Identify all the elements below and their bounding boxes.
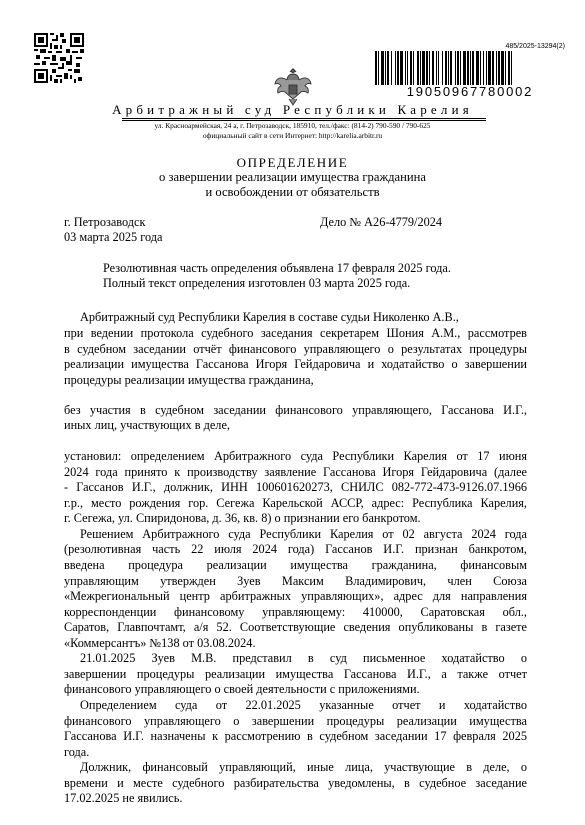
body-text-line: завершении процедуры реализации имущества Гассанова И.Г., а также отчет — [64, 667, 527, 681]
barcode-bar — [442, 51, 443, 85]
body-text-line: времени и месте судебного разбирательства уведомлены, в судебное заседание — [64, 776, 527, 790]
body-text-line: реализации имущества Гассанова Игоря Гейдаровича и ходатайство о завершении — [64, 357, 527, 371]
barcode-bar — [511, 51, 512, 85]
body-text-line: процедуры реализации имущества гражданина, — [64, 373, 314, 387]
barcode — [374, 51, 566, 85]
court-name: Арбитражный суд Республики Карелия — [112, 102, 473, 117]
body-text-line: корреспонденции финансовому управляющему: 410000, Саратовская обл., — [64, 605, 527, 619]
body-text-line: «Коммерсантъ» №138 от 03.08.2024. — [64, 636, 256, 650]
case-number: Дело № А26-4779/2024 — [320, 215, 443, 229]
body-text-line: финансового управляющего о завершении процедуры реализации имущества — [64, 714, 527, 728]
body-text-line: Гассанова И.Г. назначены к рассмотрению в судебном заседании 17 февраля 2025 — [64, 729, 527, 743]
barcode-bar — [496, 51, 497, 85]
barcode-bar — [378, 51, 379, 85]
body-text-line: введена процедура реализации имущества гражданина, финансовым — [64, 558, 527, 572]
body-text-line: в судебном заседании отчёт финансового управляющего о результатах процедуры — [64, 342, 527, 356]
barcode-bar — [400, 51, 403, 85]
body-text-line: - Гассанов И.Г., должник, ИНН 100601620273, СНИЛС 082-772-473-9126.07.1966 — [64, 480, 527, 494]
body-text-line: финансового управляющего о своей деятельности с приложениями. — [64, 682, 420, 696]
barcode-bar — [501, 51, 504, 85]
body-text-line: при ведении протокола судебного заседания секретарем Шония А.М., рассмотрев — [64, 326, 527, 340]
barcode-bar — [420, 51, 421, 85]
body-text-line: Определением суда от 22.01.2025 указанные отчет и ходатайство — [80, 698, 527, 712]
body-text-line: 17.02.2025 не явились. — [64, 791, 183, 805]
barcode-bar — [417, 51, 419, 85]
barcode-bar — [467, 51, 469, 85]
barcode-bar — [387, 51, 389, 85]
barcode-bar — [436, 51, 437, 85]
barcode-bar — [448, 51, 449, 85]
barcode-bar — [385, 51, 386, 85]
barcode-bar — [426, 51, 428, 85]
barcode-bar — [470, 51, 471, 85]
announcement-line: Резолютивная часть определения объявлена 17 февраля 2025 года. — [103, 261, 451, 275]
case-reference: 485/2025-13294(2) — [505, 43, 565, 50]
barcode-bar — [432, 51, 434, 85]
barcode-bar — [508, 51, 510, 85]
body-text-line: иных лиц, участвующих в деле, — [64, 418, 230, 432]
document-date: 03 марта 2025 года — [64, 230, 163, 244]
barcode-bar — [476, 51, 479, 85]
body-text-line: (резолютивная часть 22 июля 2024 года) Гассанов И.Г. признан банкротом, — [64, 542, 527, 556]
body-text-line: 21.01.2025 Зуев М.В. представил в суд письменное ходатайство о — [80, 651, 527, 665]
barcode-bar — [492, 51, 494, 85]
document-city: г. Петрозаводск — [64, 215, 146, 229]
body-text-line: управляющим утвержден Зуев Максим Владимирович, член Союза — [64, 574, 527, 588]
barcode-bar — [505, 51, 506, 85]
barcode-bar — [450, 51, 452, 85]
body-text-line: Должник, финансовый управляющий, иные лица, участвующие в деле, о — [80, 760, 527, 774]
body-text-line: «Межрегиональный центр арбитражных управляющих», адрес для направления — [64, 589, 527, 603]
document-title: ОПРЕДЕЛЕНИЕ — [236, 155, 349, 170]
body-text-line: установил: определением Арбитражного суда Республики Карелия от 17 июня — [64, 449, 527, 463]
barcode-bar — [429, 51, 430, 85]
qr-code — [34, 33, 84, 83]
body-text-line: г.р., место рождения гор. Сегежа Карельской АССР, адрес: Республика Карелия, — [64, 496, 527, 510]
barcode-bar — [381, 51, 384, 85]
barcode-bar — [457, 51, 459, 85]
body-text-line: без участия в судебном заседании финансового управляющего, Гассанова И.Г., — [64, 403, 527, 417]
barcode-bar — [395, 51, 396, 85]
barcode-bar — [472, 51, 474, 85]
body-text-line: года. — [64, 745, 90, 759]
barcode-bar — [422, 51, 425, 85]
body-text-line: Саратов, Главпочтамт, а/я 52. Соответствующие сведения опубликованы в газете — [64, 620, 527, 634]
barcode-bar — [407, 51, 408, 85]
barcode-bar — [488, 51, 491, 85]
barcode-bar — [463, 51, 466, 85]
document-subtitle-line2: и освобождении от обязательств — [205, 185, 380, 199]
barcode-bar — [397, 51, 399, 85]
court-address: ул. Красноармейская, 24 а, г. Петрозаводск, 185910, тел./факс: (814-2) 790-590 / 790-625 — [154, 121, 431, 130]
court-website: официальный сайт в сети Интернет: http://karelia.arbitr.ru — [202, 131, 383, 140]
barcode-bar — [460, 51, 461, 85]
barcode-bar — [455, 51, 456, 85]
barcode-bar — [438, 51, 439, 85]
barcode-bar — [445, 51, 447, 85]
body-text-line: Решением Арбитражного суда Республики Карелия от 02 августа 2024 года — [80, 527, 527, 541]
barcode-bar — [375, 51, 377, 85]
body-text-line: г. Сегежа, ул. Спиридонова, д. 36, кв. 8) о признании его банкротом. — [64, 511, 421, 525]
announcement-line: Полный текст определения изготовлен 03 марта 2025 года. — [103, 276, 411, 290]
document-subtitle-line1: о завершении реализации имущества гражданина — [159, 170, 426, 184]
barcode-bar — [498, 51, 500, 85]
barcode-bar — [486, 51, 487, 85]
barcode-bar — [483, 51, 484, 85]
barcode-bar — [480, 51, 481, 85]
body-text-line: 2024 года принято к производству заявление Гассанова Игоря Гейдаровича (далее — [64, 465, 527, 479]
barcode-number: 19050967780002 — [406, 84, 534, 99]
barcode-bar — [410, 51, 412, 85]
header-divider — [122, 118, 486, 119]
barcode-bar — [413, 51, 414, 85]
barcode-bar — [405, 51, 406, 85]
barcode-bar — [391, 51, 392, 85]
body-text-line: Арбитражный суд Республики Карелия в составе судьи Николенко А.В., — [80, 310, 459, 324]
